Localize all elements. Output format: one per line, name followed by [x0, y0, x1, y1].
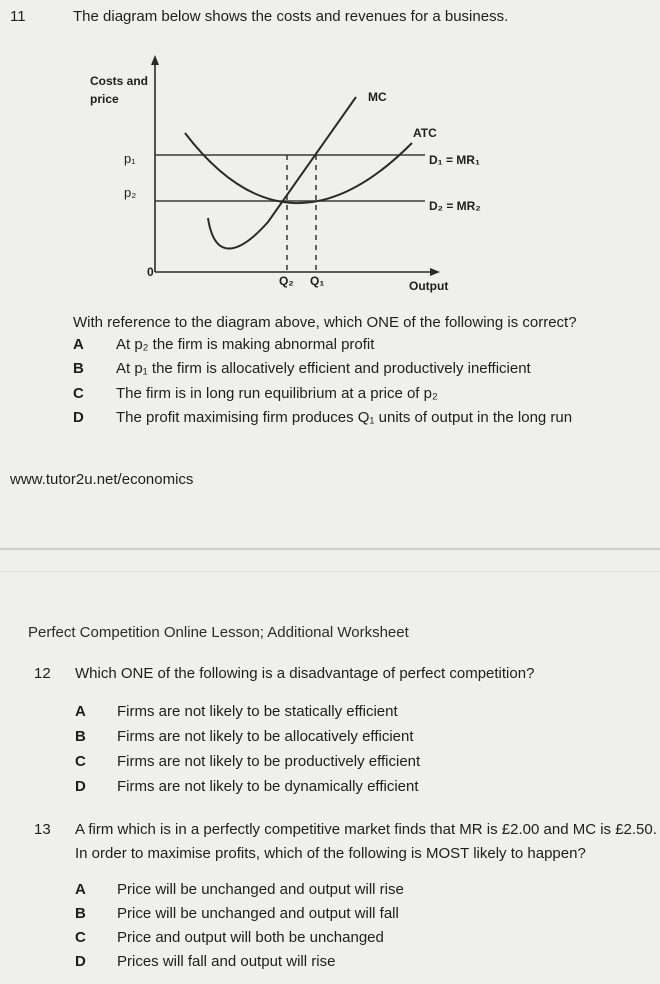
option-text: Price will be unchanged and output will rise	[117, 881, 404, 898]
question-text-line1: A firm which is in a perfectly competitive market finds that MR is £2.00 and MC is £2.50.	[75, 821, 657, 838]
y-axis-label-line2: price	[90, 92, 119, 106]
option-text: At p₂ the firm is making abnormal profit	[116, 336, 375, 353]
x-axis-label: Output	[409, 279, 449, 293]
option-letter: A	[75, 703, 86, 720]
option-text: The firm is in long run equilibrium at a price of p₂	[116, 385, 438, 402]
option-letter: C	[73, 385, 84, 402]
option-letter: B	[75, 728, 86, 745]
y-axis-label-line1: Costs and	[90, 74, 149, 88]
page-divider-secondary	[0, 571, 660, 572]
d2-label: D₂ = MR₂	[429, 199, 481, 213]
question-number: 13	[34, 821, 51, 838]
option-text: Firms are not likely to be productively efficient	[117, 753, 421, 770]
option-text: At p₁ the firm is allocatively efficient and productively inefficient	[116, 360, 531, 377]
option-letter: C	[75, 753, 86, 770]
mc-curve	[208, 97, 356, 249]
question-text-line2: In order to maximise profits, which of the following is MOST likely to happen?	[75, 845, 586, 862]
q2-label: Q₂	[279, 274, 294, 288]
option-letter: D	[75, 953, 86, 970]
source-url-link[interactable]: www.tutor2u.net/economics	[10, 471, 194, 488]
question-prompt: With reference to the diagram above, which ONE of the following is correct?	[73, 314, 577, 331]
option-text: Firms are not likely to be statically efficient	[117, 703, 398, 720]
option-letter: D	[75, 778, 86, 795]
option-text: Firms are not likely to be allocatively efficient	[117, 728, 414, 745]
option-letter: B	[73, 360, 84, 377]
q1-label: Q₁	[310, 274, 325, 288]
section-title: Perfect Competition Online Lesson; Additional Worksheet	[28, 624, 409, 641]
atc-curve	[185, 133, 412, 203]
atc-label: ATC	[413, 126, 437, 140]
option-letter: B	[75, 905, 86, 922]
question-number: 12	[34, 665, 51, 682]
option-letter: A	[75, 881, 86, 898]
option-letter: C	[75, 929, 86, 946]
page-divider	[0, 548, 660, 550]
question-text: The diagram below shows the costs and revenues for a business.	[73, 8, 509, 25]
cost-revenue-diagram	[0, 0, 660, 300]
question-text: Which ONE of the following is a disadvantage of perfect competition?	[75, 665, 535, 682]
option-text: The profit maximising firm produces Q₁ units of output in the long run	[116, 409, 573, 426]
x-axis-arrow	[430, 268, 440, 276]
option-letter: D	[73, 409, 84, 426]
option-letter: A	[73, 336, 84, 353]
option-text: Price will be unchanged and output will fall	[117, 905, 399, 922]
option-text: Prices will fall and output will rise	[117, 953, 336, 970]
d1-label: D₁ = MR₁	[429, 153, 480, 167]
question-number: 11	[10, 8, 26, 25]
y-axis-arrow	[151, 55, 159, 65]
p1-label: p₁	[124, 151, 136, 166]
option-text: Price and output will both be unchanged	[117, 929, 384, 946]
option-text: Firms are not likely to be dynamically efficient	[117, 778, 419, 795]
mc-label: MC	[368, 90, 387, 104]
origin-label: 0	[147, 265, 154, 279]
p2-label: p₂	[124, 185, 137, 200]
